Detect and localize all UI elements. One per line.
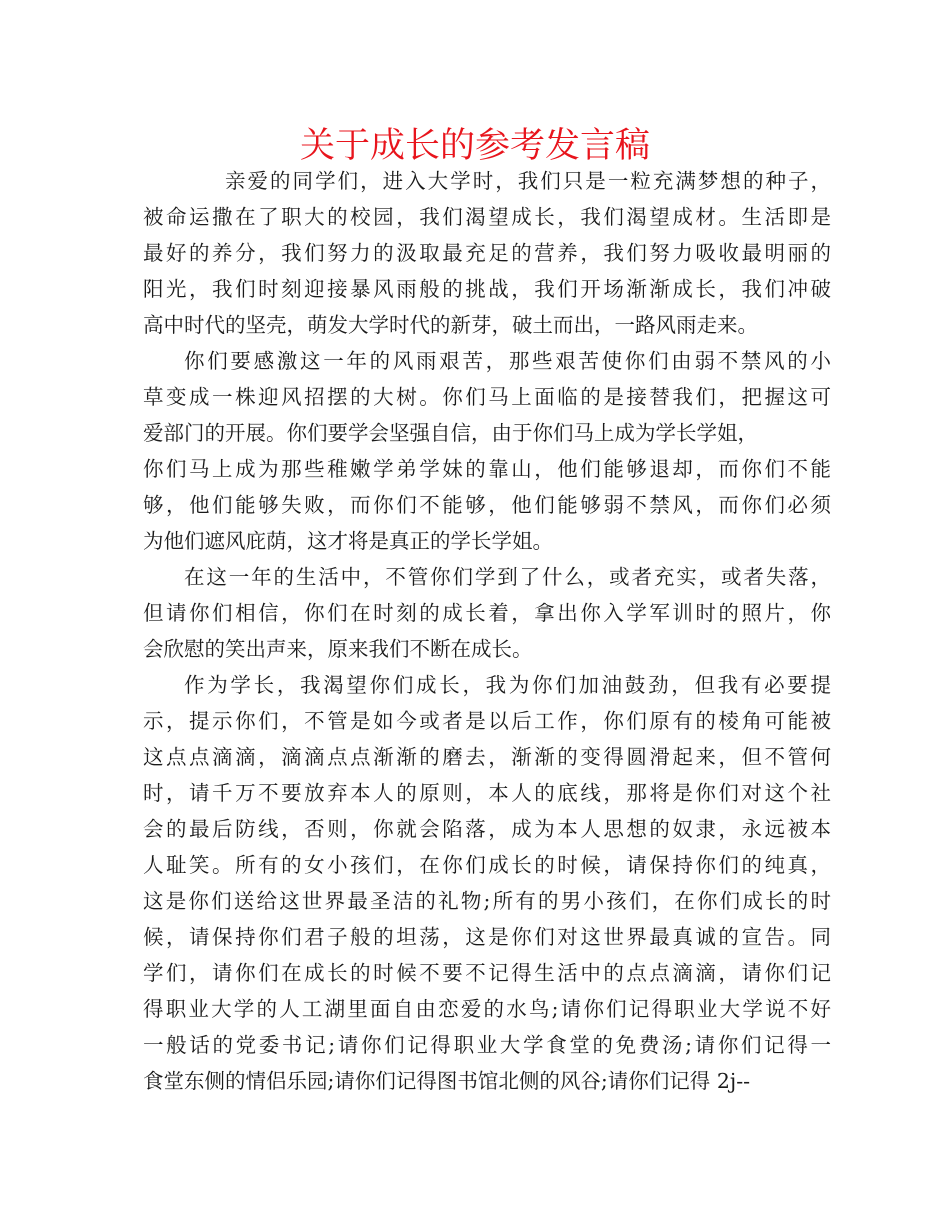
text-line: 够，他们能够失败，而你们不能够，他们能够弱不禁风，而你们必须 <box>143 493 831 517</box>
text-line: 这点点滴滴，滴滴点点渐渐的磨去，渐渐的变得圆滑起来，但不管何 <box>143 745 831 769</box>
text-line: 作为学长，我渴望你们成长，我为你们加油鼓劲，但我有必要提 <box>184 673 831 697</box>
text-line: 这是你们送给这世界最圣洁的礼物;所有的男小孩们，在你们成长的时 <box>143 889 831 913</box>
text-line: 爱部门的开展。你们要学会坚强自信，由于你们马上成为学长学姐， <box>143 421 758 445</box>
document-body <box>143 163 831 1099</box>
text-line: 被命运撒在了职大的校园，我们渴望成长，我们渴望成材。生活即是 <box>143 205 831 229</box>
text-line: 人耻笑。所有的女小孩们，在你们成长的时候，请保持你们的纯真， <box>143 853 831 877</box>
text-line: 在这一年的生活中，不管你们学到了什么，或者充实，或者失落， <box>184 565 831 589</box>
text-line: 为他们遮风庇荫，这才将是真正的学长学姐。 <box>143 529 553 553</box>
text-line: 会的最后防线，否则，你就会陷落，成为本人思想的奴隶，永远被本 <box>143 817 831 841</box>
text-line: 草变成一株迎风招摆的大树。你们马上面临的是接替我们，把握这可 <box>143 385 831 409</box>
text-line: 食堂东侧的情侣乐园;请你们记得图书馆北侧的风谷;请你们记得 2j-- <box>143 1069 751 1093</box>
text-line: 候，请保持你们君子般的坦荡，这是你们对这世界最真诚的宣告。同 <box>143 925 831 949</box>
text-line: 得职业大学的人工湖里面自由恋爱的水鸟;请你们记得职业大学说不好 <box>143 997 831 1021</box>
text-line: 一般话的党委书记;请你们记得职业大学食堂的免费汤;请你们记得一 <box>143 1033 831 1057</box>
text-line: 你们马上成为那些稚嫩学弟学妹的靠山，他们能够退却，而你们不能 <box>143 457 831 481</box>
text-line: 会欣慰的笑出声来，原来我们不断在成长。 <box>143 637 533 661</box>
text-line: 高中时代的坚壳，萌发大学时代的新芽，破土而出，一路风雨走来。 <box>143 313 758 337</box>
text-line: 阳光，我们时刻迎接暴风雨般的挑战，我们开场渐渐成长，我们冲破 <box>143 277 831 301</box>
text-line: 但请你们相信，你们在时刻的成长着，拿出你入学军训时的照片，你 <box>143 601 831 625</box>
text-line: 你们要感激这一年的风雨艰苦，那些艰苦使你们由弱不禁风的小 <box>184 349 831 373</box>
text-line: 亲爱的同学们，进入大学时，我们只是一粒充满梦想的种子， <box>225 169 831 193</box>
text-line: 学们，请你们在成长的时候不要不记得生活中的点点滴滴，请你们记 <box>143 961 831 985</box>
text-line: 最好的养分，我们努力的汲取最充足的营养，我们努力吸收最明丽的 <box>143 241 831 265</box>
text-line: 时，请千万不要放弃本人的原则，本人的底线，那将是你们对这个社 <box>143 781 831 805</box>
text-line: 示，提示你们，不管是如今或者是以后工作，你们原有的棱角可能被 <box>143 709 831 733</box>
document-title: 关于成长的参考发言稿 <box>299 126 650 166</box>
